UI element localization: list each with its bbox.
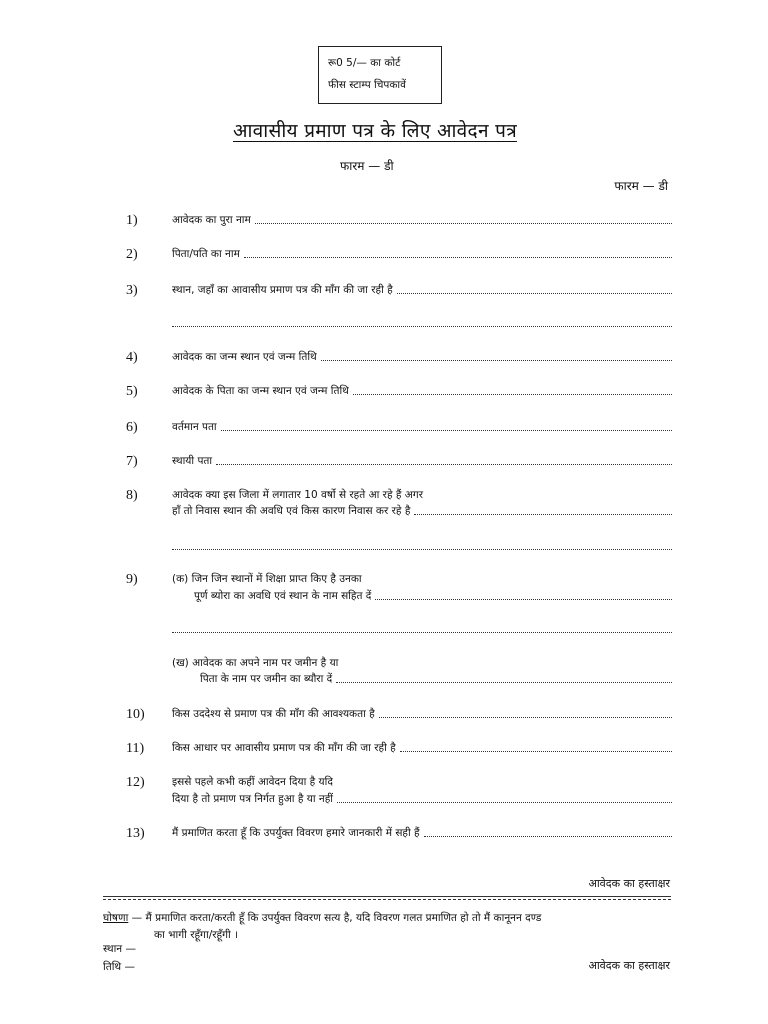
field-current-address[interactable] [172,420,672,434]
item-number-4: 4) [126,350,138,365]
item-number-3: 3) [126,283,138,298]
fill-line [379,716,672,718]
field-certificate-purpose[interactable] [172,707,672,721]
declaration-text-line2: का भागी रहूँगा/रहूँगी । [154,929,239,941]
fill-line-extra[interactable] [172,631,672,633]
field-label-line2: दिया है तो प्रमाण पत्र निर्गत हुआ है या नहीं [172,793,334,805]
fill-line [321,359,672,361]
field-label: आवेदक का जन्म स्थान एवं जन्म तिथि [172,351,317,363]
separator-line [103,896,671,897]
declaration-label: घोषणा [103,912,129,924]
item-number-11: 11) [126,741,145,756]
fill-line [255,222,672,224]
stamp-text-line1: रू0 5/— का कोर्ट [328,57,401,69]
field-label: स्थान, जहाँ का आवासीय प्रमाण पत्र की माँग की जा रही है [172,284,393,296]
item-number-7: 7) [126,454,138,469]
fill-line [353,393,672,395]
court-fee-stamp-box [318,46,442,104]
fill-line [244,256,672,258]
field-father-husband-name[interactable] [172,247,672,261]
field-label: आवेदक क्या इस जिला में लगातार 10 वर्षो से रहते आ रहे हैं अगर [172,489,423,501]
field-label: किस उददेश्य से प्रमाण पत्र की माँग की आवश्यकता है [172,708,375,720]
field-label: किस आधार पर आवासीय प्रमाण पत्र की माँग की जा रही है [172,742,396,754]
field-label: (ख) आवेदक का अपने नाम पर जमीन है या [172,657,339,669]
item-number-8: 8) [126,488,138,503]
field-label: आवेदक के पिता का जन्म स्थान एवं जन्म तिथि [172,385,349,397]
field-previous-application[interactable] [172,792,672,806]
item-number-13: 13) [126,826,145,841]
fill-line [397,292,672,294]
field-residence-place[interactable] [172,283,672,297]
form-title: आवासीय प्रमाण पत्र के लिए आवेदन पत्र [232,120,518,142]
field-education-details[interactable] [194,589,672,603]
declaration-text: — मैं प्रमाणित करता/करती हूँ कि उपर्युक्त विवरण सत्य है, यदि विवरण गलत प्रमाणित हो तो मैं कानूनन दण्ड [128,912,542,924]
stamp-text-line2: फीस स्टाम्प चिपकावें [328,79,406,91]
field-label-line2: हाँ तो निवास स्थान की अवधि एवं किस कारण निवास कर रहे है [172,505,411,517]
field-residence-duration[interactable] [172,504,672,518]
fill-line [221,429,672,431]
fill-line-extra[interactable] [172,325,672,327]
field-label: (क) जिन जिन स्थानों में शिक्षा प्राप्त किए है उनका [172,573,362,585]
fill-line [337,801,672,803]
fill-line [424,835,672,837]
fill-line-extra[interactable] [172,548,672,550]
place-label: स्थान — [103,943,136,955]
field-applicant-name[interactable] [172,213,672,227]
field-label: वर्तमान पता [172,421,217,433]
form-label: फारम — डी [340,159,394,173]
field-label: पिता/पति का नाम [172,248,240,260]
item-number-2: 2) [126,247,138,262]
form-label-right: फारम — डी [614,179,668,193]
declaration [103,910,673,927]
item-number-12: 12) [126,775,145,790]
fill-line [414,513,672,515]
field-label: मैं प्रमाणित करता हूँ कि उपर्युक्त विवरण हमारे जानकारी में सही हैं [172,827,420,839]
field-birth-place-date[interactable] [172,350,672,364]
field-certificate-basis[interactable] [172,741,672,755]
field-permanent-address[interactable] [172,454,672,468]
fill-line [400,750,672,752]
field-label: इससे पहले कभी कहीं आवेदन दिया है यदि [172,776,333,788]
field-land-details[interactable] [200,672,672,686]
item-number-5: 5) [126,384,138,399]
field-label: स्थायी पता [172,455,213,467]
field-label: आवेदक का पुरा नाम [172,214,251,226]
item-number-10: 10) [126,707,145,722]
item-number-9: 9) [126,572,138,587]
item-number-6: 6) [126,420,138,435]
fill-line [216,463,672,465]
field-label-line2: पूर्ण ब्योरा का अवधि एवं स्थान के नाम सहित दें [194,590,372,602]
field-father-birth-place-date[interactable] [172,384,672,398]
field-certification[interactable] [172,826,672,840]
field-label-line2: पिता के नाम पर जमीन का ब्यौरा दें [200,673,333,685]
fill-line [336,681,672,683]
applicant-signature-label-bottom: आवेदक का हस्ताक्षर [588,959,670,972]
fill-line [375,598,672,600]
item-number-1: 1) [126,213,138,228]
separator-line-dashed [103,899,671,900]
date-label: तिथि — [103,961,135,973]
applicant-signature-label: आवेदक का हस्ताक्षर [588,877,670,890]
